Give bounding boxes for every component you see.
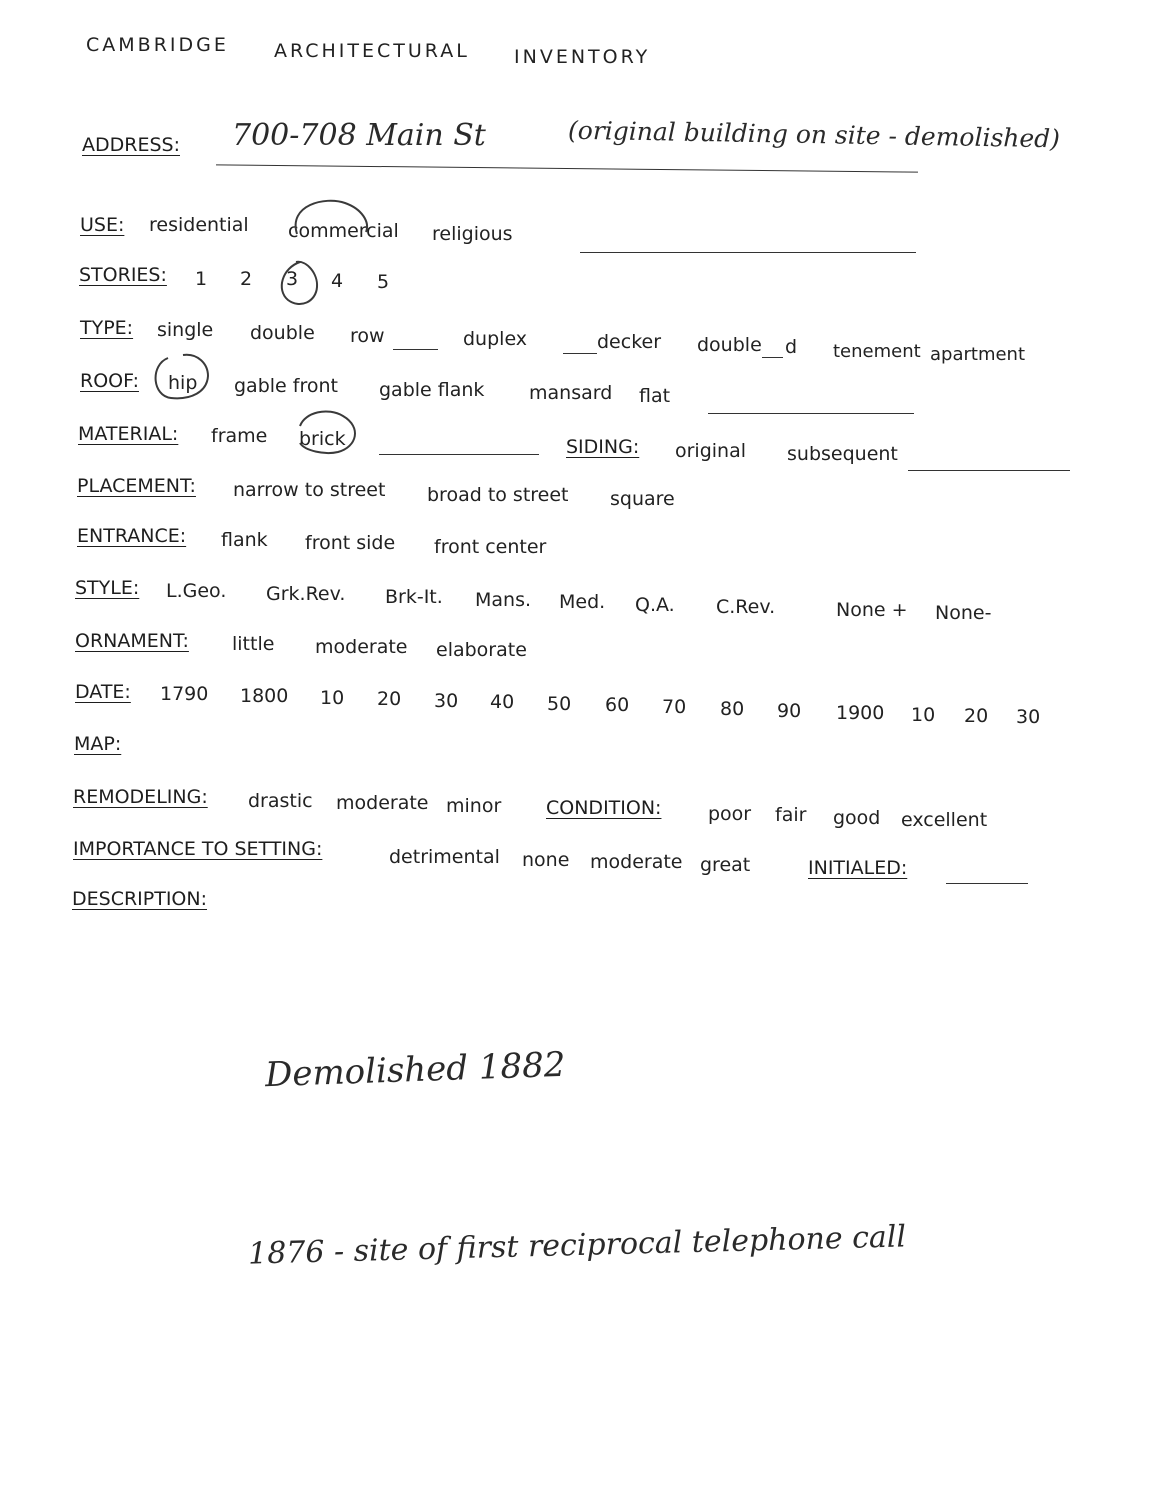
roof-option-hip: hip [168,372,198,394]
roof-label: ROOF: [80,370,139,392]
style-option-qa: Q.A. [635,594,675,616]
placement-label: PLACEMENT: [77,475,196,497]
type-option-double: double [250,322,315,344]
type-label: TYPE: [80,317,134,339]
type-option-d: d [785,336,798,358]
style-option-med: Med. [559,591,606,613]
stories-label: STORIES: [79,264,167,286]
date-option-80: 80 [720,698,745,720]
type-option-row: row [350,325,385,347]
type-option-apartment: apartment [930,344,1026,365]
importance-option-detrimental: detrimental [389,846,500,868]
date-option-1800: 1800 [240,685,289,707]
stories-option-2: 2 [240,268,253,290]
siding-label: SIDING: [566,436,640,458]
style-label: STYLE: [75,577,140,599]
style-option-none-plus: None + [836,599,908,621]
placement-option-square: square [610,488,675,510]
siding-other-line [908,470,1070,471]
date-option-1910: 10 [911,704,936,726]
handwritten-demolished: Demolished 1882 [264,1044,567,1096]
entrance-option-front-center: front center [434,536,547,558]
material-other-line [379,454,539,455]
style-option-brkit: Brk-It. [385,586,443,608]
type-decker-blank [563,353,597,354]
ornament-option-little: little [232,633,275,655]
roof-option-mansard: mansard [529,382,613,404]
ornament-label: ORNAMENT: [75,630,189,652]
type-option-double-decker: double [697,334,762,356]
use-option-residential: residential [149,214,249,236]
siding-option-original: original [675,440,747,462]
initialed-line [946,883,1028,884]
material-label: MATERIAL: [78,423,179,445]
ornament-option-moderate: moderate [315,636,408,658]
type-option-decker: decker [597,331,662,353]
address-value: 700-708 Main St [232,118,486,153]
date-option-40: 40 [490,691,515,713]
handwritten-telephone-note: 1876 - site of first reciprocal telephone call [247,1219,907,1272]
entrance-option-front-side: front side [305,532,396,554]
use-option-religious: religious [432,223,513,245]
address-label: ADDRESS: [82,134,180,156]
map-label: MAP: [74,733,122,755]
ornament-option-elaborate: elaborate [436,639,527,661]
use-other-line [580,252,916,253]
date-option-70: 70 [662,696,687,718]
roof-option-flat: flat [639,385,671,407]
date-option-10: 10 [320,687,345,709]
address-note: (original building on site - demolished) [567,115,1061,154]
condition-label: CONDITION: [546,797,662,819]
stories-option-4: 4 [331,270,344,292]
date-option-1790: 1790 [160,683,209,705]
importance-label: IMPORTANCE TO SETTING: [73,838,323,860]
type-option-duplex: duplex [463,328,528,350]
type-double-decker-blank [762,357,783,358]
roof-other-line [708,413,914,414]
siding-option-subsequent: subsequent [787,443,898,465]
date-label: DATE: [75,681,131,703]
remodeling-option-minor: minor [446,795,502,817]
roof-option-gable-front: gable front [234,375,338,397]
style-option-none-minus: None- [935,602,992,624]
condition-option-excellent: excellent [901,809,988,831]
date-option-20: 20 [377,688,402,710]
form-title-cambridge: CAMBRIDGE [86,34,229,56]
roof-option-gable-flank: gable flank [379,379,485,401]
condition-option-poor: poor [708,803,752,825]
style-option-crev: C.Rev. [716,596,776,618]
date-option-50: 50 [547,693,572,715]
description-label: DESCRIPTION: [72,888,208,910]
stories-option-1: 1 [195,268,208,290]
style-option-mans: Mans. [475,589,532,611]
type-row-blank [393,349,438,350]
date-option-90: 90 [777,700,802,722]
initialed-label: INITIALED: [808,857,908,879]
date-option-1900: 1900 [836,702,885,724]
placement-option-broad: broad to street [427,484,569,506]
date-option-1930: 30 [1016,706,1041,728]
type-option-single: single [157,319,214,341]
stories-option-5: 5 [377,271,390,293]
use-option-commercial: commercial [288,220,399,242]
style-option-lgeo: L.Geo. [166,580,227,602]
stories-option-3: 3 [286,268,299,290]
entrance-label: ENTRANCE: [77,525,187,547]
importance-option-great: great [700,854,751,876]
address-line [216,164,918,172]
use-label: USE: [80,214,125,236]
importance-option-none: none [522,849,570,871]
date-option-30: 30 [434,690,459,712]
condition-option-fair: fair [775,804,807,826]
date-option-1920: 20 [964,705,989,727]
form-title-architectural: ARCHITECTURAL [274,40,470,62]
condition-option-good: good [833,807,881,829]
type-option-tenement: tenement [833,341,921,362]
placement-option-narrow: narrow to street [233,479,386,501]
material-option-frame: frame [211,425,268,447]
importance-option-moderate: moderate [590,851,683,873]
entrance-option-flank: flank [221,529,268,551]
style-option-grkrev: Grk.Rev. [266,583,346,605]
remodeling-option-drastic: drastic [248,790,313,812]
material-option-brick: brick [299,428,346,450]
date-option-60: 60 [605,694,630,716]
remodeling-option-moderate: moderate [336,792,429,814]
remodeling-label: REMODELING: [73,786,208,808]
form-title-inventory: INVENTORY [514,46,651,68]
